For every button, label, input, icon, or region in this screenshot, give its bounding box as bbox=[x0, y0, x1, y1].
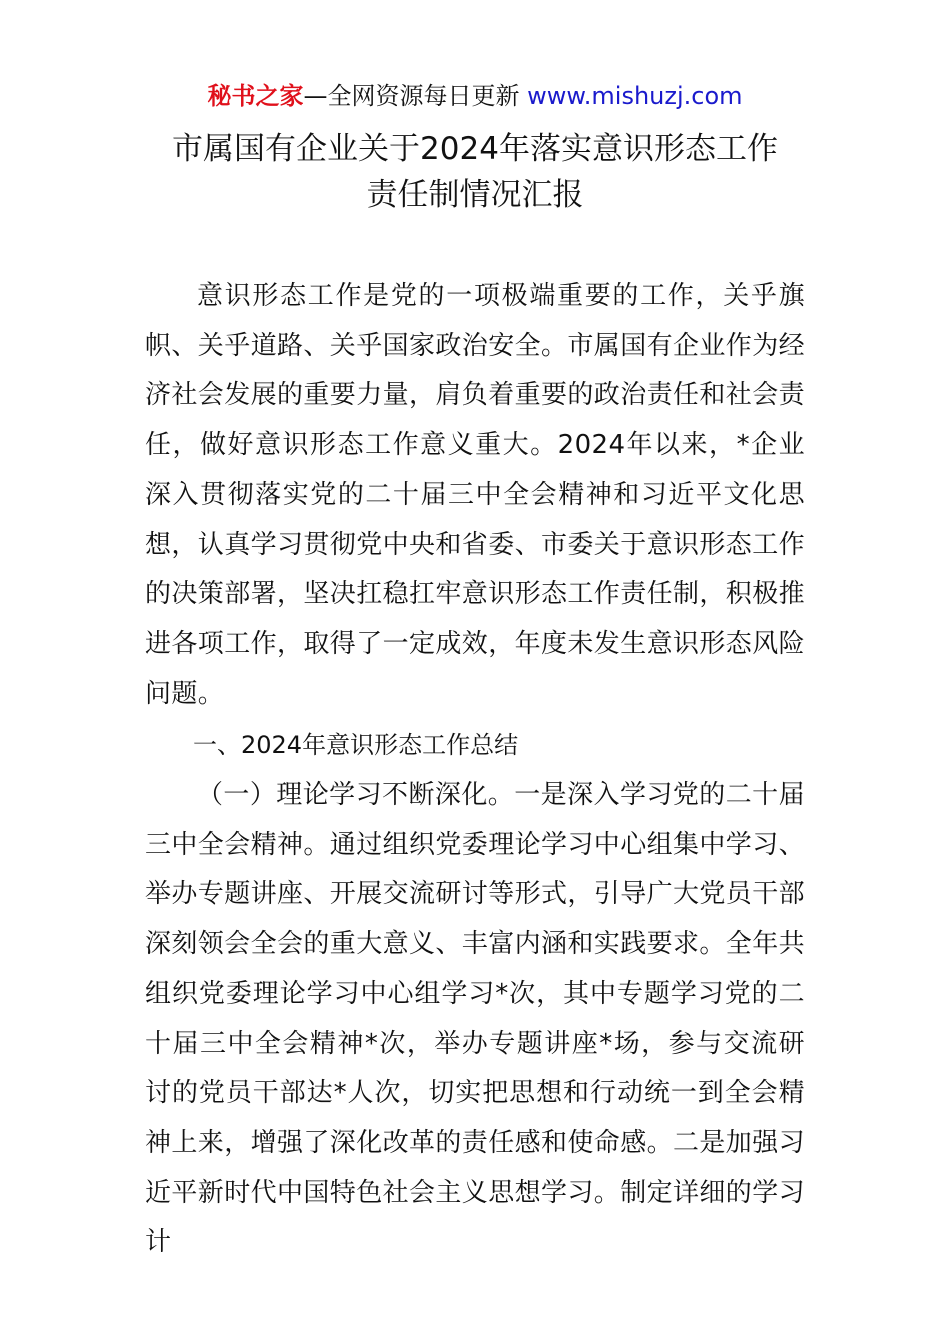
section-heading: 一、2024年意识形态工作总结 bbox=[193, 731, 519, 760]
document-title-line-2: 责任制情况汇报 bbox=[366, 177, 584, 213]
section-paragraph: （一）理论学习不断深化。一是深入学习党的二十届三中全会精神。通过组织党委理论学习中心组集中学习、举办专题讲座、开展交流研讨等形式，引导广大党员干部深刻领会全会的重大意义、丰富内涵和实践要求。全年共组织党委理论学习中心组学习*次，其中专题学习党的二十届三中全会精神*次，举办专题讲座*场，参与交流研讨的党员干部达*人次，切实把思想和行动统一到全会精神上来，增强了深化改革的责任感和使命感。二是加强习近平新时代中国特色社会主义思想学习。制定详细的学习计 bbox=[145, 780, 806, 1258]
intro-paragraph: 意识形态工作是党的一项极端重要的工作，关乎旗帜、关乎道路、关乎国家政治安全。市属国有企业作为经济社会发展的重要力量，肩负着重要的政治责任和社会责任，做好意识形态工作意义重大。2024年以来，*企业深入贯彻落实党的二十届三中全会精神和习近平文化思想，认真学习贯彻党中央和省委、市委关于意识形态工作的决策部署，坚决扛稳扛牢意识形态工作责任制，积极推进各项工作，取得了一定成效，年度未发生意识形态风险问题。 bbox=[145, 281, 806, 709]
document-title-line-1: 市属国有企业关于2024年落实意识形态工作 bbox=[172, 131, 778, 167]
site-header bbox=[0, 80, 950, 112]
site-brand: 秘书之家 bbox=[207, 82, 304, 110]
site-url-link[interactable]: www.mishuzj.com bbox=[527, 82, 743, 110]
document-title bbox=[0, 126, 950, 218]
document-body bbox=[145, 272, 805, 1268]
site-tagline: —全网资源每日更新 bbox=[303, 82, 520, 110]
